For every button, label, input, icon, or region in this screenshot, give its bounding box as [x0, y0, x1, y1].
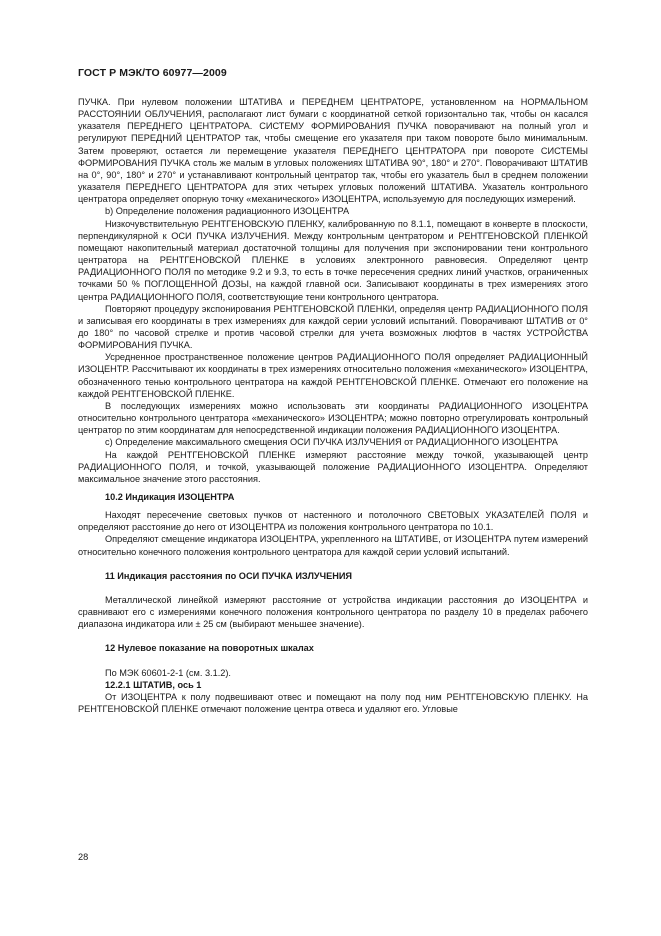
paragraph: От ИЗОЦЕНТРА к полу подвешивают отвес и помещают на полу под ним РЕНТГЕНОВСКУЮ ПЛЕНКУ. На РЕНТГЕНОВСКОЙ ПЛЕНКЕ отмечают положение центра отвеса и удаляют его. Угловые	[78, 691, 588, 715]
section-heading-10-2: 10.2 Индикация ИЗОЦЕНТРА	[105, 492, 235, 502]
section-heading-12-2-1: 12.2.1 ШТАТИВ, ось 1	[105, 679, 202, 690]
page-number: 28	[78, 852, 89, 862]
document-header: ГОСТ Р МЭК/ТО 60977—2009	[78, 67, 227, 79]
paragraph: На каждой РЕНТГЕНОВСКОЙ ПЛЕНКЕ измеряют расстояние между точкой, указывающей центр РАДИАЦИОННОГО ПОЛЯ, и точкой, указывающей положение РАДИАЦИОННОГО ИЗОЦЕНТРА. Определяют максимальное значение этого расстояния.	[78, 449, 588, 484]
section-heading-12: 12 Нулевое показание на поворотных шкалах	[105, 643, 314, 654]
paragraph-continuation: ПУЧКА. При нулевом положении ШТАТИВА и ПЕРЕДНЕМ ЦЕНТРАТОРЕ, установленном на НОРМАЛЬНОМ РАССТОЯНИИ ОБЛУЧЕНИЯ, располагают лист бумаги с координатной сеткой горизонтально так, чтобы он касался указателя ПЕРЕДНЕГО ЦЕНТРАТОРА. СИСТЕМУ ФОРМИРОВАНИЯ ПУЧКА поворачивают на полный угол и регулируют ПЕРЕДНИЙ ЦЕНТРАТОР так, чтобы смещение его указателя при таком повороте было минимальным. Затем проверяют, остается ли перемещение указателя ПЕРЕДНЕГО ЦЕНТРАТОРА при повороте СИСТЕМЫ ФОРМИРОВАНИЯ ПУЧКА столь же малым в угловых положениях ШТАТИВА 90°, 180° и 270°. Поворачивают ШТАТИВ на 0°, 90°, 180° и 270° и устанавливают контрольный центратор так, чтобы его указатель был в среднем положении указателя ПЕРЕДНЕГО ЦЕНТРАТОРА для этих четырех угловых положений ШТАТИВА. Указатель контрольного центратора определяет опорную точку «механического» ИЗОЦЕНТРА, используемую для последующих измерений.	[78, 97, 588, 205]
paragraph: Повторяют процедуру экспонирования РЕНТГЕНОВСКОЙ ПЛЕНКИ, определяя центр РАДИАЦИОННОГО ПОЛЯ и записывая его координаты в трех измерениях для каждой серии условий испытаний. Поворачивают ШТАТИВ от 0° до 180° по часовой стрелке и против часовой стрелки для учета возможных люфтов в частях УСТРОЙСТВА ФОРМИРОВАНИЯ ПУЧКА.	[78, 303, 588, 351]
paragraph: Определяют смещение индикатора ИЗОЦЕНТРА, укрепленного на ШТАТИВЕ, от ИЗОЦЕНТРА путем измерений относительно конечного положения контрольного центратора для каждой серии условий испытаний.	[78, 534, 588, 557]
list-item-c: c) Определение максимального смещения ОСИ ПУЧКА ИЗЛУЧЕНИЯ от РАДИАЦИОННОГО ИЗОЦЕНТРА	[105, 437, 558, 448]
paragraph: Низкочувствительную РЕНТГЕНОВСКУЮ ПЛЕНКУ, калиброванную по 8.1.1, помещают в конверте в плоскости, перпендикулярной к ОСИ ПУЧКА ИЗЛУЧЕНИЯ. Между контрольным центратором и РЕНТГЕНОВСКОЙ ПЛЕНКОЙ помещают накопительный материал достаточной толщины для получения при экспонировании тени контрольного центратора на РЕНТГЕНОВСКОЙ ПЛЕНКЕ в условиях электронного равновесия. Определяют центр РАДИАЦИОННОГО ПОЛЯ по методике 9.2 и 9.3, то есть в точке пересечения средних линий участков, ограниченных точками 50 % ПОГЛОЩЕННОЙ ДОЗЫ, на каждой главной оси. Записывают координаты в трех измерениях этого центра РАДИАЦИОННОГО ПОЛЯ, соответствующие тени контрольного центратора.	[78, 218, 588, 302]
paragraph: Находят пересечение световых пучков от настенного и потолочного СВЕТОВЫХ УКАЗАТЕЛЕЙ ПОЛЯ и определяют расстояние до него от ИЗОЦЕНТРА из положения контрольного центратора по 10.1.	[78, 510, 588, 533]
paragraph: В последующих измерениях можно использовать эти координаты РАДИАЦИОННОГО ИЗОЦЕНТРА относительно контрольного центратора «механического» ИЗОЦЕНТРА; можно повторно отрегулировать контрольный центратор по этим координатам для непосредственной индикации положения РАДИАЦИОННОГО ИЗОЦЕНТРА.	[78, 400, 588, 436]
list-item-b: b) Определение положения радиационного ИЗОЦЕНТРА	[105, 206, 350, 217]
paragraph: Усредненное пространственное положение центров РАДИАЦИОННОГО ПОЛЯ определяет РАДИАЦИОННЫЙ ИЗОЦЕНТР. Рассчитывают их координаты в трех измерениях относительно положения «механического» ИЗОЦЕНТРА, обозначенного тенью контрольного центратора на каждой РЕНТГЕНОВСКОЙ ПЛЕНКЕ. Отмечают его положение на каждой РЕНТГЕНОВСКОЙ ПЛЕНКЕ.	[78, 352, 588, 399]
section-heading-11: 11 Индикация расстояния по ОСИ ПУЧКА ИЗЛУЧЕНИЯ	[105, 570, 353, 581]
paragraph: По МЭК 60601-2-1 (см. 3.1.2).	[105, 667, 231, 678]
paragraph: Металлической линейкой измеряют расстояние от устройства индикации расстояния до ИЗОЦЕНТРА и сравнивают его с измерениями конечного положения контрольного центратора по разделу 10 в пределах рабочего диапазона индикатора или ± 25 см (выбирают меньшее значение).	[78, 594, 588, 630]
document-body	[78, 96, 588, 715]
